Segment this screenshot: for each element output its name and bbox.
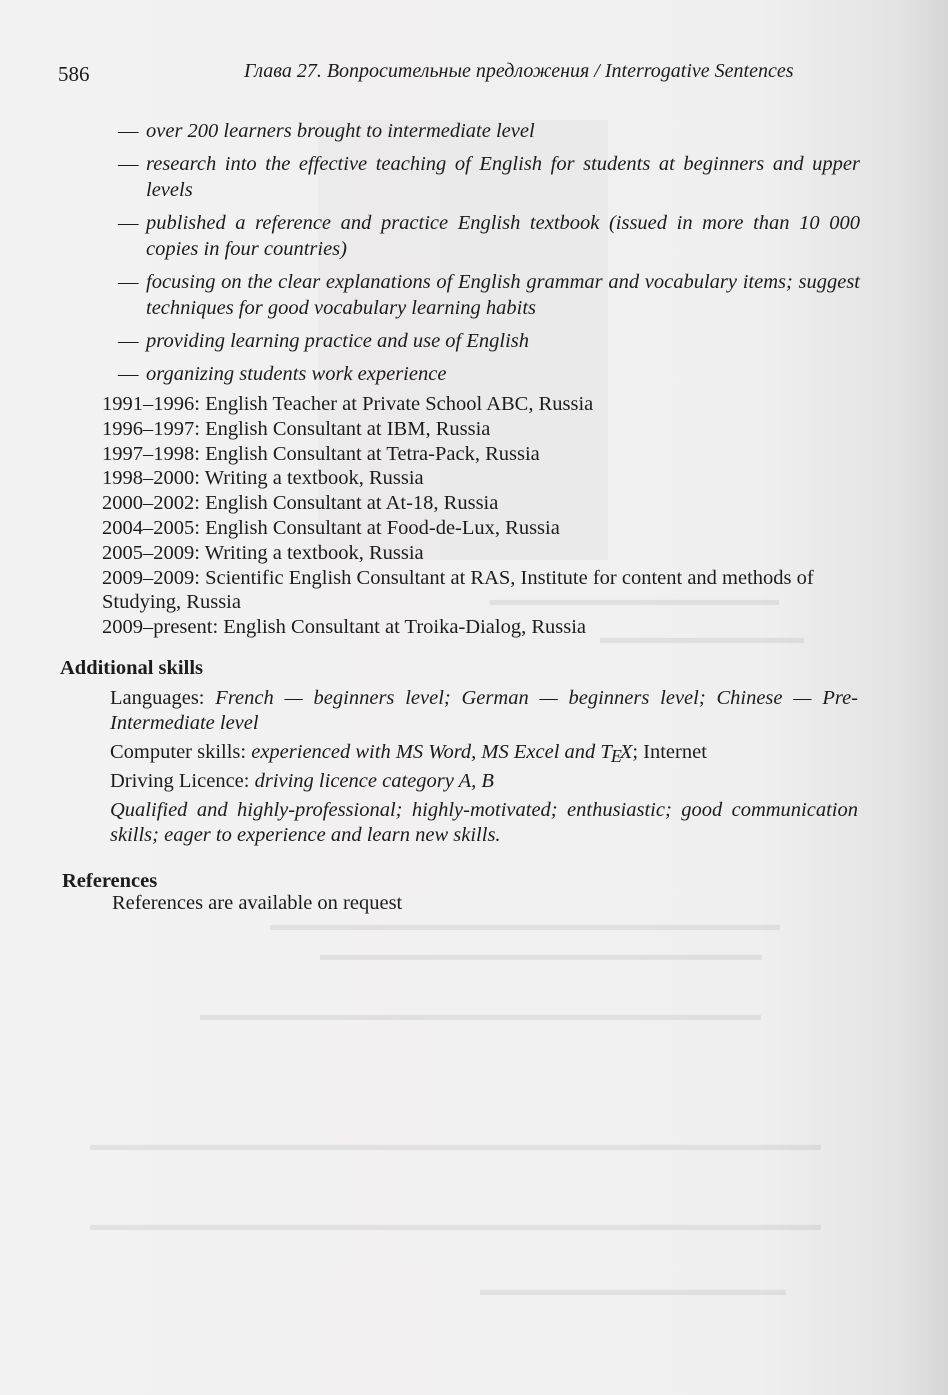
additional-skills-heading: Additional skills xyxy=(60,657,203,679)
work-entry: 2000–2002: English Consultant at At-18, Russia xyxy=(102,492,499,515)
list-item: — organizing students work experience xyxy=(118,363,447,385)
list-item: — focusing on the clear explanations of English grammar and vocabulary items; suggest techniques for good vocabulary learning habits xyxy=(118,271,860,319)
bullet-dash: — xyxy=(118,212,139,234)
computer-skill: Computer skills: experienced with MS Word, MS Excel and TEX; Internet xyxy=(110,741,707,766)
bullet-dash: — xyxy=(118,271,139,293)
work-entry: 1991–1996: English Teacher at Private School ABC, Russia xyxy=(102,393,594,415)
work-entry: 1996–1997: English Consultant at IBM, Russia xyxy=(102,417,491,440)
work-entry: 1998–2000: Writing a textbook, Russia xyxy=(102,467,424,490)
bleed-through-text: ▬▬▬▬▬▬▬▬▬▬▬▬ xyxy=(600,628,804,647)
driving-skill: Driving Licence: driving licence category A, B xyxy=(110,770,494,792)
bleed-through-text: ▬▬▬▬▬▬▬▬▬▬▬▬▬▬▬▬▬▬ xyxy=(480,1280,786,1299)
bleed-through-text: ▬▬▬▬▬▬▬▬▬▬▬▬▬▬▬▬▬▬▬▬▬▬▬▬▬▬▬▬▬▬▬▬▬▬▬▬▬▬▬▬▬▬▬ xyxy=(90,1215,821,1234)
bullet-dash: — xyxy=(118,330,139,352)
languages-skill: Languages: French — beginners level; German — beginners level; Chinese — Pre-Intermediate level xyxy=(110,687,858,734)
personal-qualities: Qualified and highly-professional; highly-motivated; enthusiastic; good communication skills; eager to experience and learn new skills. xyxy=(110,799,858,846)
running-head: Глава 27. Вопросительные предложения / Interrogative Sentences xyxy=(244,60,794,82)
work-entry: 2009–present: English Consultant at Troika-Dialog, Russia xyxy=(102,616,587,639)
work-entry: 2005–2009: Writing a textbook, Russia xyxy=(102,541,424,564)
page-number: 586 xyxy=(58,62,90,86)
skills-block xyxy=(110,686,858,852)
work-entry: 2009–2009: Scientific English Consultant at RAS, Institute for content and methods of Studying, Russia xyxy=(102,566,814,614)
list-item: — providing learning practice and use of English xyxy=(118,330,530,352)
references-text: References are available on request xyxy=(112,892,403,914)
references-heading: References xyxy=(62,870,158,892)
bleed-through-text: ▬▬▬▬▬▬▬▬▬▬▬▬▬▬▬▬▬▬▬▬▬▬▬▬▬▬▬▬▬▬▬▬▬ xyxy=(200,1005,761,1024)
bleed-through-text: ▬▬▬▬▬▬▬▬▬▬▬▬▬▬▬▬▬ xyxy=(490,590,779,609)
tex-logo: TEX xyxy=(600,741,633,766)
list-item: — research into the effective teaching of English for students at beginners and upper levels xyxy=(118,153,860,201)
bleed-through-text: ▬▬▬▬▬▬▬▬▬▬▬▬▬▬▬▬▬▬▬▬▬▬▬▬▬▬ xyxy=(320,945,762,964)
work-entry: 1997–1998: English Consultant at Tetra-Pack, Russia xyxy=(102,442,540,465)
achievement-list xyxy=(118,118,860,394)
list-item: — published a reference and practice English textbook (issued in more than 10 000 copies in four countries) xyxy=(118,212,860,260)
bleed-through-text: ▬▬▬▬▬▬▬▬▬▬▬▬▬▬▬▬▬▬▬▬▬▬▬▬▬▬▬▬▬▬▬▬▬▬▬▬▬▬▬▬▬▬▬ xyxy=(90,1135,821,1154)
bullet-dash: — xyxy=(118,120,139,142)
list-item: — over 200 learners brought to intermediate level xyxy=(118,120,535,142)
bullet-dash: — xyxy=(118,363,139,385)
work-entry: 2004–2005: English Consultant at Food-de-Lux, Russia xyxy=(102,516,560,539)
bullet-dash: — xyxy=(118,153,139,175)
bleed-through-text: ▬▬▬▬▬▬▬▬▬▬▬▬▬▬▬▬▬▬▬▬▬▬▬▬▬▬▬▬▬▬ xyxy=(270,915,780,934)
work-history xyxy=(102,392,860,640)
